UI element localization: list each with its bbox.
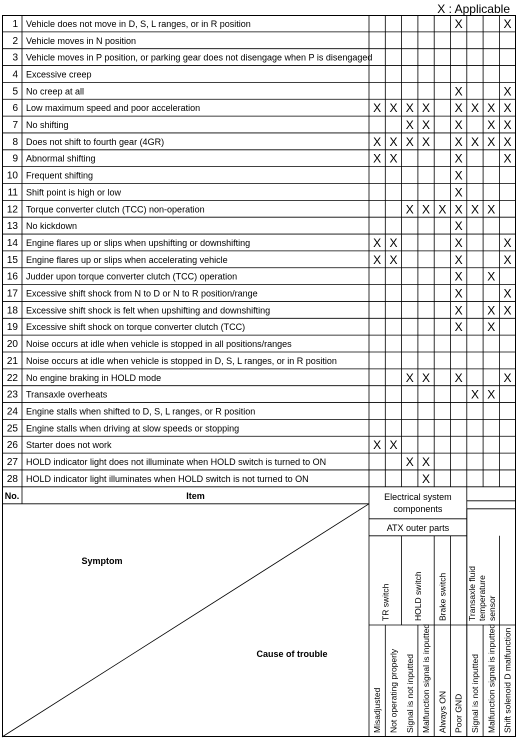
row-number: 2 [12,35,18,47]
cause-column-label: Signal is not inputted [469,654,480,733]
applicable-mark: X [470,101,479,116]
applicable-mark: X [454,286,463,301]
row-number: 12 [6,204,18,216]
row-number: 13 [6,221,18,233]
tr-switch-label: TR switch [380,583,391,621]
applicable-mark: X [454,101,463,116]
symptom-text: Engine flares up or slips when upshifting or downshifting [26,237,251,248]
cause-column-label: Malfunction signal is inputted [486,623,497,733]
symptom-text: Transaxle overheats [26,389,108,400]
applicable-mark: X [503,101,512,116]
cause-column-label: Misadjusted [372,687,383,733]
applicable-mark: X [487,269,496,284]
diagonal-line [2,504,369,737]
applicable-mark: X [470,387,479,402]
row-number: 9 [12,153,18,165]
cause-column-label: Malfunction signal is inputted [421,623,432,733]
row-number: 24 [6,406,18,418]
applicable-mark: X [503,235,512,250]
symptom-text: Excessive shift shock from N to D or N to R position/range [26,288,258,299]
applicable-mark: X [422,370,431,385]
applicable-mark: X [454,118,463,133]
fluid-temp-sensor-label: sensor [486,595,497,621]
row-number: 21 [6,355,18,367]
symptom-text: Vehicle does not move in D, S, L ranges, or in R position [26,18,251,29]
applicable-mark: X [503,118,512,133]
applicable-mark: X [487,320,496,335]
symptom-text: Abnormal shifting [26,153,96,164]
applicable-mark: X [422,455,431,470]
brake-switch-label: Brake switch [437,572,448,621]
applicable-mark: X [389,101,398,116]
applicable-mark: X [422,202,431,217]
item-header: Item [186,490,205,501]
symptom-text: Vehicle moves in P position, or parking gear does not disengage when P is disengaged [26,52,373,63]
symptom-text: No kickdown [26,221,78,232]
atx-group-label: ATX outer parts [386,522,450,533]
row-number: 28 [6,473,18,485]
applicable-legend: X : Applicable [437,2,510,16]
applicable-mark: X [373,101,382,116]
applicable-mark: X [405,134,414,149]
cause-label: Cause of trouble [256,649,328,659]
no-header: No. [4,490,20,501]
applicable-mark: X [454,16,463,31]
applicable-mark: X [389,235,398,250]
row-number: 6 [12,103,18,115]
applicable-mark: X [454,252,463,267]
symptom-text: Excessive shift shock on torque converter clutch (TCC) [26,322,246,333]
cause-column-label: Signal is not inputted [404,654,415,733]
applicable-mark: X [454,202,463,217]
row-number: 11 [7,187,18,199]
symptom-text: Noise occurs at idle when vehicle is stopped in all positions/ranges [26,339,292,350]
applicable-mark: X [487,387,496,402]
applicable-mark: X [487,118,496,133]
row-number: 1 [12,18,18,30]
applicable-mark: X [422,101,431,116]
row-number: 5 [12,86,18,98]
electrical-group-label: components [393,503,443,514]
symptom-text: Excessive creep [26,69,92,80]
troubleshooting-table [2,15,516,737]
applicable-mark: X [373,235,382,250]
applicable-mark: X [454,151,463,166]
row-number: 7 [12,120,18,132]
applicable-mark: X [454,235,463,250]
applicable-mark: X [454,370,463,385]
applicable-mark: X [389,252,398,267]
row-number: 23 [6,389,18,401]
applicable-mark: X [389,151,398,166]
applicable-mark: X [503,252,512,267]
row-number: 15 [6,254,18,266]
applicable-mark: X [405,101,414,116]
row-number: 19 [6,322,18,334]
applicable-mark: X [405,455,414,470]
applicable-mark: X [487,101,496,116]
cause-column-label: Not operating properly [388,648,399,733]
symptom-text: Does not shift to fourth gear (4GR) [26,136,165,147]
symptom-text: No engine braking in HOLD mode [26,372,162,383]
applicable-mark: X [438,202,447,217]
row-number: 17 [6,288,18,300]
applicable-mark: X [503,151,512,166]
symptom-text: No shifting [26,120,69,131]
symptom-text: HOLD indicator light illuminates when HOLD switch is not turned to ON [26,473,309,484]
fluid-temp-sensor-label: Transaxle fluid [466,566,477,621]
applicable-mark: X [389,134,398,149]
applicable-mark: X [503,303,512,318]
applicable-mark: X [454,269,463,284]
applicable-mark: X [373,252,382,267]
cause-column-label: Poor GND [453,693,464,733]
row-number: 14 [6,237,18,249]
row-number: 3 [12,52,18,64]
applicable-mark: X [503,286,512,301]
row-number: 10 [6,170,18,182]
row-number: 8 [12,136,18,148]
hold-switch-label: HOLD switch [412,571,423,621]
row-number: 26 [6,440,18,452]
electrical-group-label: Electrical system [384,491,452,502]
row-number: 25 [6,423,18,435]
symptom-text: Vehicle moves in N position [26,35,137,46]
row-number: 20 [6,339,18,351]
symptom-label: Symptom [81,555,123,566]
symptom-text: Noise occurs at idle when vehicle is stopped in D, S, L ranges, or in R position [26,355,337,366]
row-number: 4 [12,69,18,81]
symptom-text: Frequent shifting [26,170,94,181]
applicable-mark: X [422,471,431,486]
applicable-mark: X [470,202,479,217]
symptom-text: Engine stalls when shifted to D, S, L ranges, or R position [26,406,256,417]
applicable-mark: X [422,118,431,133]
row-number: 27 [6,457,18,469]
symptom-text: No creep at all [26,86,85,97]
fluid-temp-sensor-label: temperature [476,575,487,621]
applicable-mark: X [503,134,512,149]
applicable-mark: X [503,370,512,385]
row-number: 18 [6,305,18,317]
symptom-text: Excessive shift shock is felt when upshifting and downshifting [26,305,271,316]
symptom-text: Judder upon torque converter clutch (TCC) operation [26,271,238,282]
applicable-mark: X [405,202,414,217]
symptom-text: HOLD indicator light does not illuminate when HOLD switch is turned to ON [26,457,327,468]
applicable-mark: X [373,134,382,149]
symptom-text: Torque converter clutch (TCC) non-operation [26,204,205,215]
applicable-mark: X [373,151,382,166]
applicable-mark: X [503,16,512,31]
applicable-mark: X [454,84,463,99]
table-grid [2,15,516,737]
symptom-text: Engine stalls when driving at slow speeds or stopping [26,423,240,434]
row-number: 22 [6,372,18,384]
applicable-mark: X [454,185,463,200]
row-number: 16 [6,271,18,283]
applicable-mark: X [487,134,496,149]
applicable-mark: X [503,84,512,99]
applicable-mark: X [470,134,479,149]
applicable-mark: X [454,303,463,318]
applicable-mark: X [389,438,398,453]
applicable-mark: X [487,303,496,318]
cause-column-label: Always ON [437,690,448,733]
symptom-text: Starter does not work [26,440,112,451]
applicable-mark: X [454,168,463,183]
applicable-mark: X [405,370,414,385]
applicable-mark: X [422,134,431,149]
applicable-mark: X [405,118,414,133]
symptom-text: Shift point is high or low [26,187,122,198]
applicable-mark: X [454,219,463,234]
applicable-mark: X [487,202,496,217]
cause-column-label: Shift solenoid D malfunction [502,627,513,733]
symptom-text: Low maximum speed and poor acceleration [26,103,201,114]
applicable-mark: X [373,438,382,453]
applicable-mark: X [454,134,463,149]
symptom-text: Engine flares up or slips when accelerating vehicle [26,254,228,265]
applicable-mark: X [454,320,463,335]
